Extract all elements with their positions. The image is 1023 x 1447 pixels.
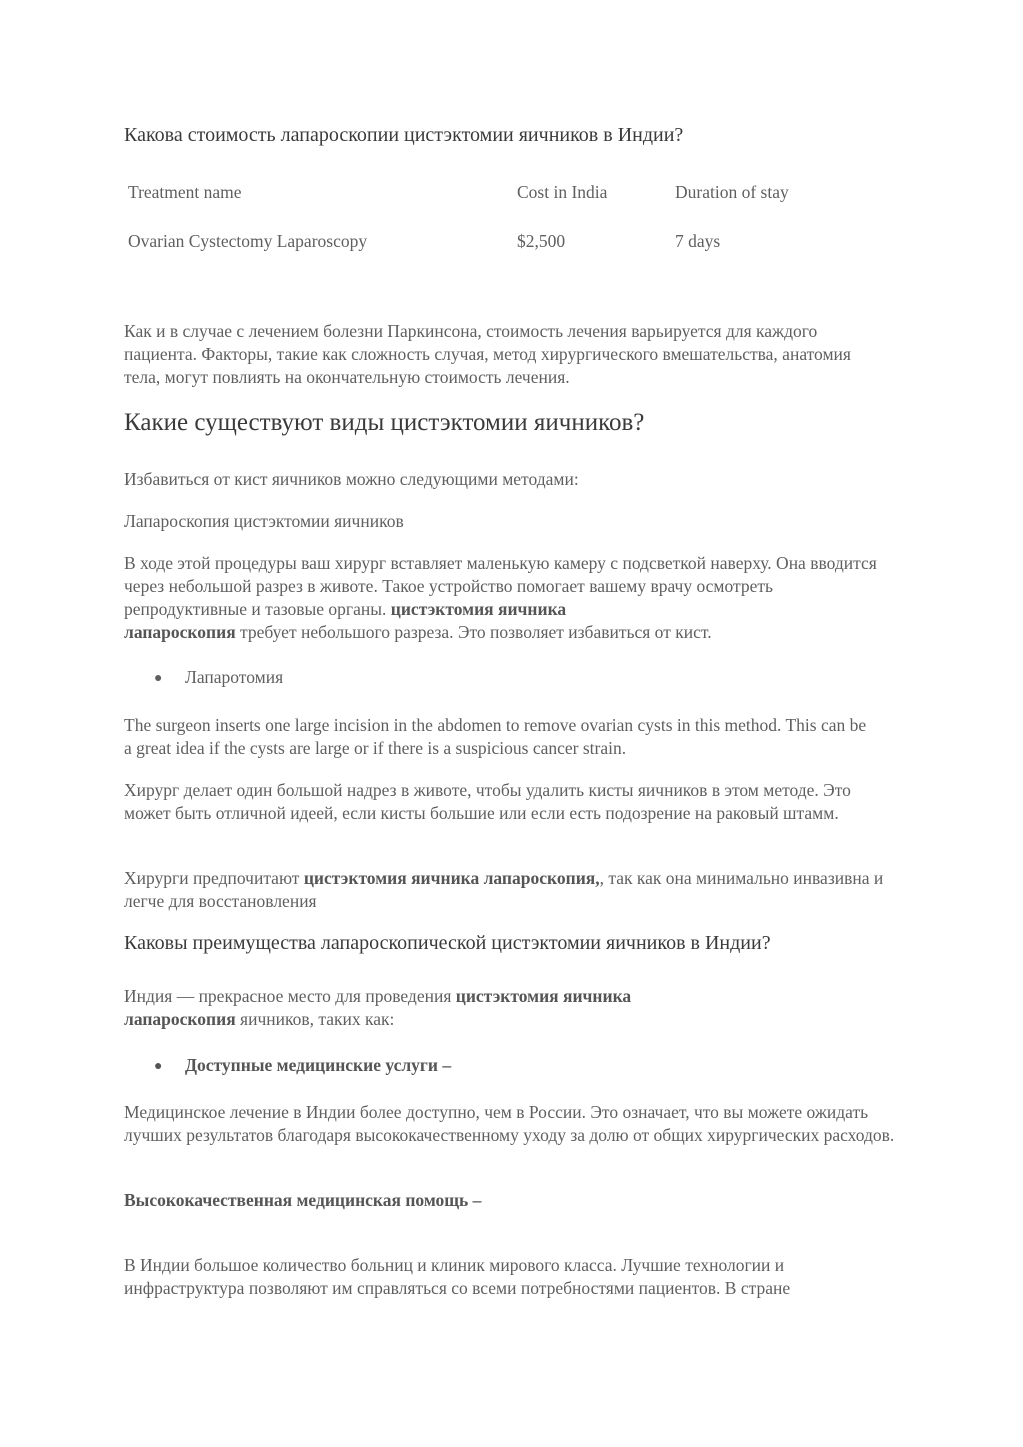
- table-header-duration: Duration of stay: [675, 182, 789, 202]
- table-header-cost: Cost in India: [517, 182, 608, 202]
- paragraph-lap-desc: В ходе этой процедуры ваш хирург вставляет маленькую камеру с подсветкой наверху. Она вводится через небольшой разрез в животе. Такое устройство помогает вашему врачу осмотреть репродуктивные и тазовые органы. цистэктомия яичника лапароскопия требует небольшого разреза. Это позволяет избавиться от кист.: [124, 553, 877, 642]
- heading-benefits: Каковы преимущества лапароскопической цистэктомии яичников в Индии?: [124, 932, 771, 954]
- table-cell-cost: $2,500: [517, 231, 566, 251]
- subheading-quality: Высококачественная медицинская помощь –: [124, 1190, 482, 1210]
- paragraph-methods-intro: Избавиться от кист яичников можно следующими методами:: [124, 469, 579, 489]
- paragraph-quality: В Индии большое количество больниц и клиник мирового класса. Лучшие технологии и инфраструктура позволяют им справляться со всеми потребностями пациентов. В стране: [124, 1255, 791, 1298]
- paragraph-affordable: Медицинское лечение в Индии более доступно, чем в России. Это означает, что вы можете ожидать лучших результатов благодаря высококачественному уходу за долю от общих хирургических расходов.: [124, 1102, 895, 1145]
- bold-term: лапароскопия: [124, 1009, 236, 1029]
- paragraph-surgeon-ru: Хирург делает один большой надрез в животе, чтобы удалить кисты яичников в этом методе. Это может быть отличной идеей, если кисты большие или если есть подозрение на раковый штамм.: [124, 780, 851, 823]
- table-header-treatment: Treatment name: [128, 182, 242, 202]
- bullet-icon: ●: [154, 1059, 163, 1074]
- bold-term: лапароскопия: [124, 622, 236, 642]
- table-cell-treatment: Ovarian Cystectomy Laparoscopy: [128, 231, 368, 251]
- paragraph-india: Индия — прекрасное место для проведения цистэктомия яичника лапароскопия яичников, таких как:: [124, 986, 632, 1029]
- list-item-affordable: ● Доступные медицинские услуги –: [154, 1055, 452, 1075]
- paragraph-parkinson: Как и в случае с лечением болезни Паркинсона, стоимость лечения варьируется для каждого пациента. Факторы, такие как сложность случая, метод хирургического вмешательства, анатомия тела, могут повлиять на окончательную стоимость лечения.: [124, 321, 851, 387]
- bold-term: цистэктомия яичника лапароскопия,: [303, 868, 600, 888]
- table-cell-duration: 7 days: [675, 231, 721, 251]
- heading-cost: Какова стоимость лапароскопии цистэктомии яичников в Индии?: [124, 124, 684, 146]
- paragraph-surgeon-en: The surgeon inserts one large incision in the abdomen to remove ovarian cysts in this method. This can be a great idea if the cysts are large or if there is a suspicious cancer strain.: [124, 715, 867, 758]
- bullet-icon: ●: [154, 671, 163, 686]
- heading-types: Какие существуют виды цистэктомии яичников?: [124, 409, 645, 436]
- bold-term: цистэктомия яичника: [390, 599, 567, 619]
- bold-term: цистэктомия яичника: [455, 986, 632, 1006]
- paragraph-lap-title: Лапароскопия цистэктомии яичников: [124, 511, 404, 531]
- paragraph-prefer: Хирурги предпочитают цистэктомия яичника лапароскопия,, так как она минимально инвазивна и легче для восстановления: [124, 868, 884, 911]
- list-item-laparotomy: ● Лапаротомия: [154, 667, 284, 687]
